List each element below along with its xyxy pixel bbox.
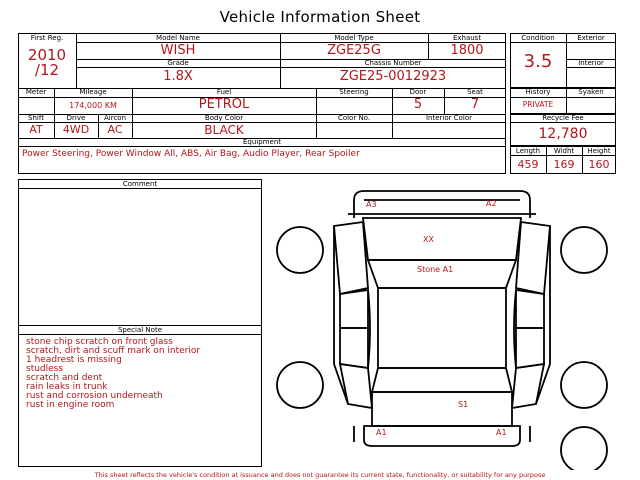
special-notes-list (26, 338, 258, 410)
comment-label: Comment (122, 180, 158, 188)
first-reg-month: /12 (34, 61, 60, 79)
damage-mark-a1-left: A1 (376, 428, 387, 437)
width-label: Widht (553, 147, 575, 155)
special-note-item: scratch and dent (26, 373, 103, 383)
seat-value: 7 (470, 97, 480, 112)
aircon-value: AC (107, 123, 123, 136)
fuel-value: PETROL (198, 97, 250, 112)
length-value: 459 (517, 158, 539, 171)
special-note-item: rust in engine room (26, 400, 115, 410)
door-value: 5 (413, 97, 423, 112)
damage-mark-a3: A3 (366, 200, 377, 209)
special-note-item: 1 headrest is missing (26, 355, 122, 365)
history-label: History (525, 88, 551, 96)
steering-label: Steering (339, 88, 369, 96)
hood (363, 218, 521, 260)
shift-value: AT (29, 123, 43, 136)
color-no-label: Color No. (337, 114, 371, 122)
comment-box (18, 179, 262, 467)
width-value: 169 (553, 158, 575, 171)
mileage-value: 174,000 KM (69, 101, 117, 110)
grade-label: Grade (167, 59, 189, 67)
roof (378, 288, 506, 368)
special-note-item: studless (26, 364, 64, 374)
special-note-item: rust and corrosion underneath (26, 391, 163, 401)
exhaust-label: Exhaust (452, 34, 482, 42)
recycle-fee-label: Recycle Fee (542, 114, 584, 122)
damage-mark-a2: A2 (486, 199, 497, 208)
mileage-label: Mileage (79, 88, 107, 96)
model-type-label: Model Type (334, 34, 374, 42)
interior-label: Interior (578, 59, 604, 67)
drive-label: Drive (66, 114, 86, 122)
shift-label: Shift (28, 114, 44, 122)
rear-window (372, 368, 512, 392)
exhaust-value: 1800 (450, 43, 484, 58)
syaken-label: Syaken (578, 88, 604, 96)
rear-left-wheel (277, 362, 323, 408)
grade-value: 1.8X (163, 69, 193, 84)
equipment-value: Power Steering, Power Window All, ABS, Air Bag, Audio Player, Rear Spoiler (22, 149, 360, 159)
damage-mark-xx: XX (423, 235, 434, 244)
first-reg-label: First Reg. (30, 34, 64, 42)
disclaimer-footer: This sheet reflects the vehicle's condition at issuance and does not guarantee its current state, functionality, or suitability for any purpose (94, 471, 546, 479)
drive-value: 4WD (62, 123, 90, 136)
front-left-wheel (277, 227, 323, 273)
chassis-number-value: ZGE25-0012923 (339, 69, 447, 84)
body-color-value: BLACK (204, 123, 244, 137)
door-label: Door (409, 88, 427, 96)
condition-score: 3.5 (523, 51, 553, 72)
special-note-item: rain leaks in trunk (26, 382, 108, 392)
first-reg-year: 2010 (27, 46, 67, 64)
special-note-item: scratch, dirt and scuff mark on interior (26, 346, 201, 356)
damage-mark-stone-a1: Stone A1 (417, 265, 454, 274)
spare-wheel (561, 427, 607, 470)
recycle-fee-value: 12,780 (538, 126, 588, 142)
special-note-label: Special Note (117, 326, 163, 334)
exterior-label: Exterior (577, 34, 605, 42)
height-value: 160 (588, 158, 610, 171)
chassis-number-label: Chassis Number (364, 59, 422, 67)
history-value: PRIVATE (522, 100, 554, 109)
trunk (372, 392, 512, 426)
seat-label: Seat (467, 88, 483, 96)
damage-mark-s1: S1 (458, 400, 469, 409)
meter-label: Meter (25, 88, 47, 96)
model-name-label: Model Name (156, 34, 200, 42)
front-right-wheel (561, 227, 607, 273)
interior-color-label: Interior Color (425, 114, 473, 122)
equipment-label: Equipment (243, 138, 281, 146)
sheet-title: Vehicle Information Sheet (219, 8, 421, 26)
aircon-label: Aircon (103, 114, 127, 122)
model-type-value: ZGE25G (327, 43, 381, 58)
height-label: Height (587, 147, 611, 155)
condition-label: Condition (521, 34, 555, 42)
special-note-item: stone chip scratch on front glass (26, 337, 173, 347)
car-damage-diagram (268, 178, 620, 470)
model-name-value: WISH (160, 43, 196, 58)
damage-mark-a1-right: A1 (496, 428, 507, 437)
body-color-label: Body Color (204, 114, 244, 122)
fuel-label: Fuel (216, 88, 232, 96)
length-label: Length (515, 147, 541, 155)
rear-right-wheel (561, 362, 607, 408)
